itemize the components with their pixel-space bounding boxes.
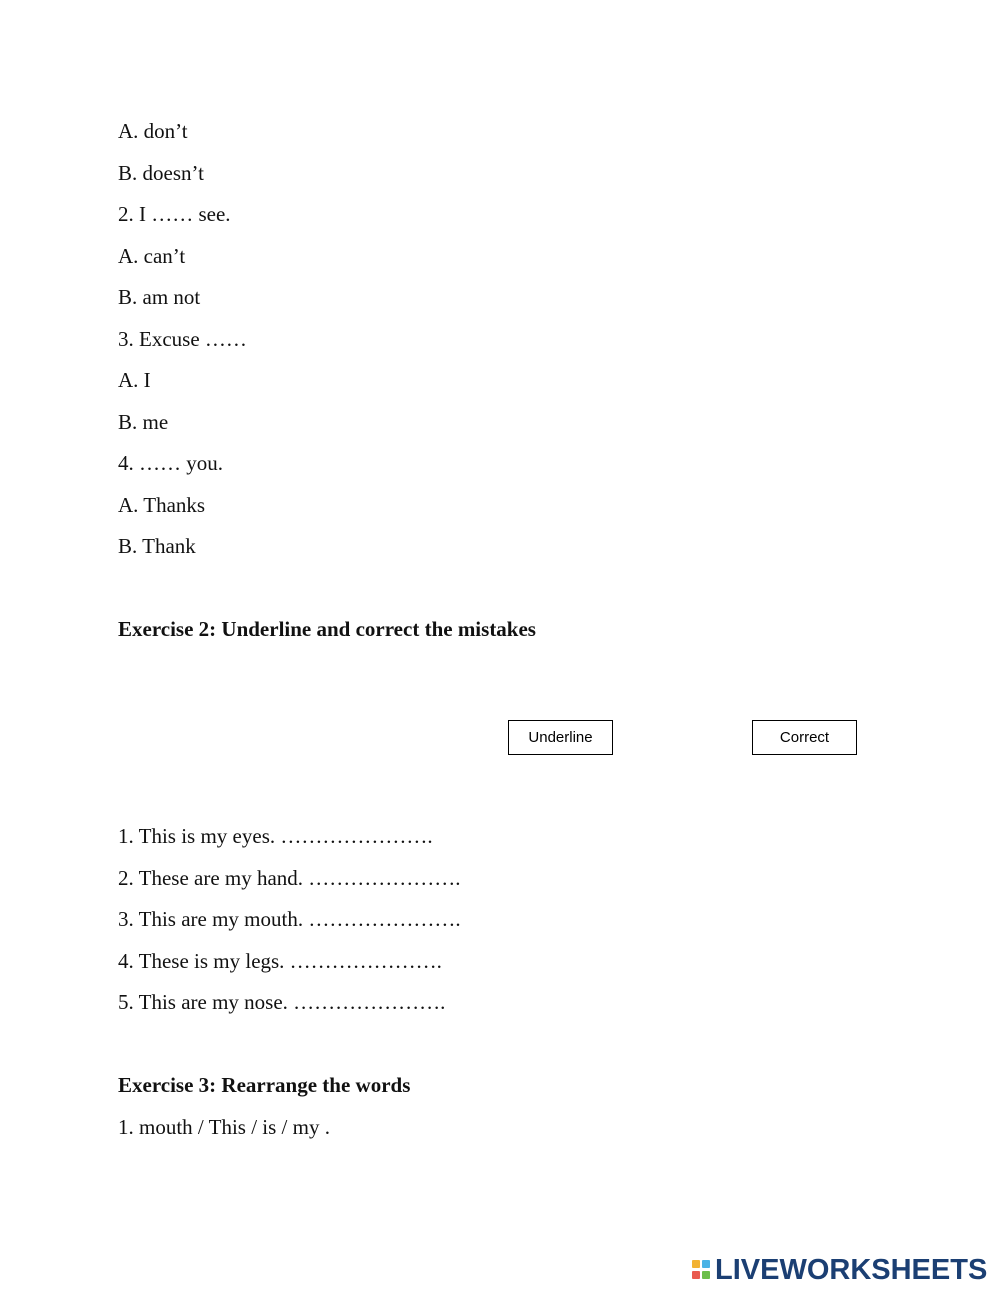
option-a-i: A. I: [118, 368, 151, 392]
option-b-doesnt: B. doesn’t: [118, 161, 204, 185]
question-3: 3. Excuse ……: [118, 327, 247, 351]
question-2: 2. I …… see.: [118, 202, 231, 226]
mistake-sentence-2[interactable]: 2. These are my hand. ………………….: [118, 866, 461, 890]
option-a-dont: A. don’t: [118, 119, 188, 143]
option-a-cant: A. can’t: [118, 244, 186, 268]
liveworksheets-logo-icon: [692, 1258, 712, 1282]
liveworksheets-logo: [692, 1255, 987, 1285]
rearrange-sentence-1: 1. mouth / This / is / my .: [118, 1115, 330, 1139]
exercise-2-heading: Exercise 2: Underline and correct the mistakes: [118, 617, 536, 641]
logo-text: LIVEWORKSHEETS: [715, 1253, 988, 1286]
option-b-am-not: B. am not: [118, 285, 201, 309]
correct-button[interactable]: Correct: [752, 720, 857, 755]
exercise-3-heading: Exercise 3: Rearrange the words: [118, 1073, 411, 1097]
mistake-sentence-1[interactable]: 1. This is my eyes. ………………….: [118, 824, 433, 848]
option-b-thank: B. Thank: [118, 534, 196, 558]
underline-button[interactable]: Underline: [508, 720, 613, 755]
mistake-sentence-5[interactable]: 5. This are my nose. ………………….: [118, 990, 446, 1014]
option-b-me: B. me: [118, 410, 169, 434]
mistake-sentence-3[interactable]: 3. This are my mouth. ………………….: [118, 907, 461, 931]
option-a-thanks: A. Thanks: [118, 493, 206, 517]
question-4: 4. …… you.: [118, 451, 223, 475]
mistake-sentence-4[interactable]: 4. These is my legs. ………………….: [118, 949, 442, 973]
